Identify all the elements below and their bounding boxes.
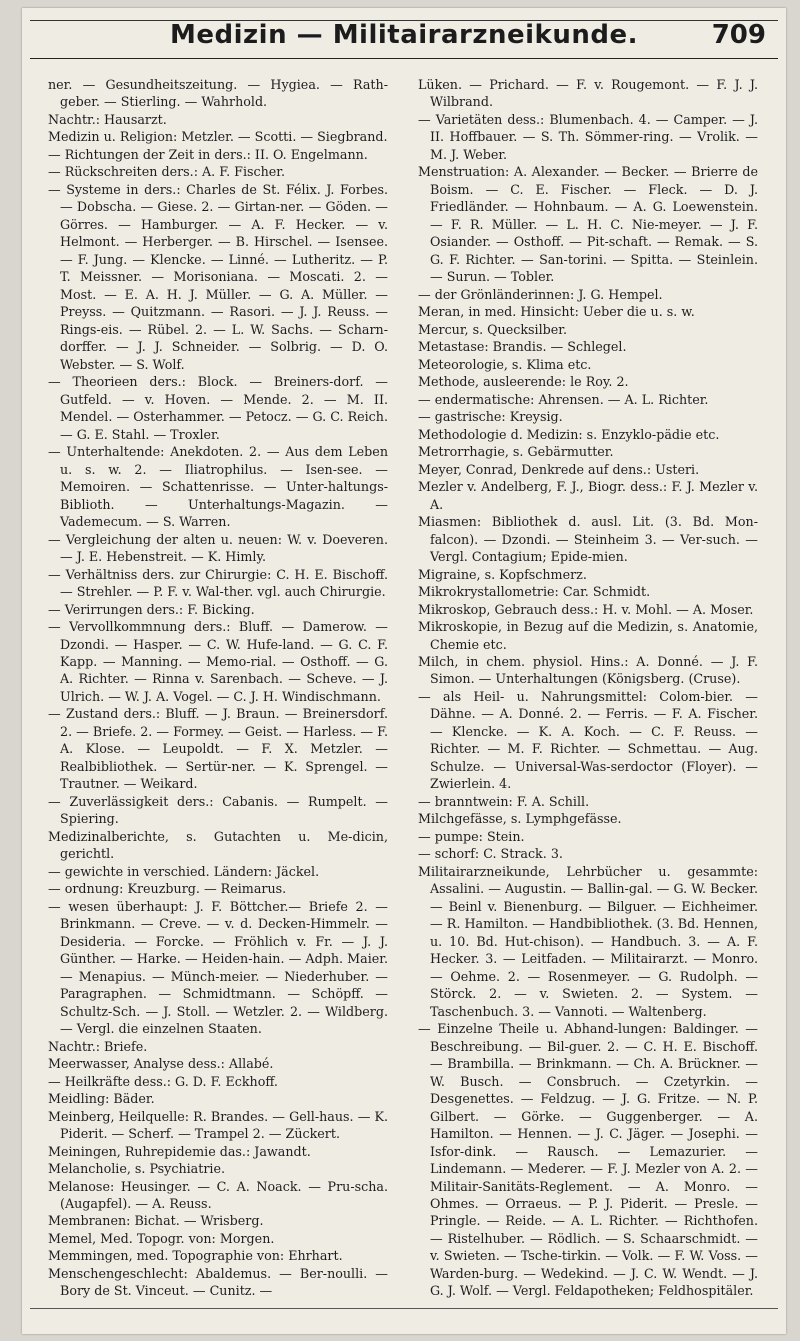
index-entry: Menschengeschlecht: Abaldemus. — Ber-noulli. — Bory de St. Vinceut. — Cunitz. — — [48, 1265, 388, 1299]
index-entry: — Vervollkommnung ders.: Bluff. — Damerow. — Dzondi. — Hasper. — C. W. Hufe-land. — G. C. F. Kapp. — Manning. — Memo-rial. — Osthoff. — G. A. Richter. — Rinna v. Sarenbach. — Scheve. — J. Ulrich. — W. J. A. Vogel. — C. J. H. Windischmann. — [48, 619, 388, 704]
index-entry: — schorf: C. Strack. 3. — [418, 846, 563, 862]
index-entry: — Vergleichung der alten u. neuen: W. v. Doeveren. — J. E. Hebenstreit. — K. Himly. — [48, 531, 388, 565]
index-entry: Meinberg, Heilquelle: R. Brandes. — Gell-haus. — K. Piderit. — Scherf. — Trampel 2. — Zückert. — [48, 1108, 388, 1142]
index-entry: Metrorrhagie, s. Gebärmutter. — [418, 444, 614, 460]
running-head: Medizin — Militairarzneikunde. — [170, 20, 638, 50]
header-rule-bottom — [30, 58, 778, 59]
index-entry: Meteorologie, s. Klima etc. — [418, 356, 592, 372]
index-entry: Membranen: Bichat. — Wrisberg. — [48, 1213, 264, 1229]
index-entry: Migraine, s. Kopfschmerz. — [418, 566, 587, 582]
left-column — [48, 76, 388, 1300]
index-entry: Nachtr.: Hausarzt. — [48, 111, 167, 127]
index-entry: Milchgefässe, s. Lymphgefässe. — [418, 811, 622, 827]
index-entry: — ordnung: Kreuzburg. — Reimarus. — [48, 881, 287, 897]
index-entry: — Unterhaltende: Anekdoten. 2. — Aus dem Leben u. s. w. 2. — Iliatrophilus. — Isen-see. — Memoiren. — Schattenrisse. — Unter-haltungs-Biblioth. — Unterhaltungs-Magazin. — Vademecum. — S. Warren. — [48, 444, 388, 530]
index-entry: Memmingen, med. Topographie von: Ehrhart. — [48, 1248, 343, 1264]
index-entry: Medizin u. Religion: Metzler. — Scotti. — Siegbrand. — [48, 129, 388, 145]
index-entry: — gastrische: Kreysig. — [418, 409, 563, 425]
index-entry: — Theorieen ders.: Block. — Breiners-dorf. — Gutfeld. — v. Hoven. — Mende. 2. — M. II. Mendel. — Osterhammer. — Petocz. — G. C. Reich. — G. E. Stahl. — Troxler. — [48, 374, 388, 442]
index-entry: — Systeme in ders.: Charles de St. Félix. J. Forbes. — Dobscha. — Giese. 2. — Girtan-ner. — Göden. — Görres. — Hamburger. — A. F. Hecker. — v. Helmont. — Herberger. — B. Hirschel. — Isensee. — F. Jung. — Klencke. — Linné. — Lutheritz. — P. T. Meissner. — Morisoniana. — Moscati. 2. — Most. — E. A. H. J. Müller. — G. A. Müller. — Preyss. — Quitzmann. — Rasori. — J. J. Reuss. — Rings-eis. — Rübel. 2. — L. W. Sachs. — Scharn-dorffer. — J. J. Schneider. — Solbrig. — D. O. Webster. — S. Wolf. — [48, 181, 388, 372]
page-number: 709 — [711, 20, 766, 50]
index-entry: — Heilkräfte dess.: G. D. F. Eckhoff. — [48, 1073, 278, 1089]
right-column — [418, 76, 758, 1300]
index-entry: Mercur, s. Quecksilber. — [418, 321, 567, 337]
index-entry: — pumpe: Stein. — [418, 828, 525, 844]
index-entry: — Verhältniss ders. zur Chirurgie: C. H. E. Bischoff. — Strehler. — P. F. v. Wal-ther. vgl. auch Chirurgie. — [48, 566, 388, 600]
index-entry: Lüken. — Prichard. — F. v. Rougemont. — F. J. J. Wilbrand. — [418, 77, 758, 110]
index-entry: Mikrokrystallometrie: Car. Schmidt. — [418, 584, 651, 600]
index-entry: Methode, ausleerende: le Roy. 2. — [418, 374, 629, 390]
index-entry: — Zustand ders.: Bluff. — J. Braun. — Breinersdorf. 2. — Briefe. 2. — Formey. — Geist. — Harless. — F. A. Klose. — Leupoldt. — F. X. Metzler. — Realbibliothek. — Sertür-ner. — K. Sprengel. — Trautner. — Weikard. — [48, 706, 388, 792]
index-entry: Meerwasser, Analyse dess.: Allabé. — [48, 1056, 274, 1072]
index-entry: Mikroskopie, in Bezug auf die Medizin, s. Anatomie, Chemie etc. — [418, 619, 758, 652]
book-page — [22, 8, 786, 1334]
index-entry: — der Grönländerinnen: J. G. Hempel. — [418, 286, 663, 302]
index-entry: Meidling: Bäder. — [48, 1091, 155, 1107]
index-entry: Medizinalberichte, s. Gutachten u. Me-dicin, gerichtl. — [48, 828, 388, 862]
index-entry: — Einzelne Theile u. Abhand-lungen: Baldinger. — Beschreibung. — Bil-guer. 2. — C. H. E. Bischoff. — Brambilla. — Brinkmann. — Ch. A. Brückner. — W. Busch. — Consbruch. — Czetyrkin. — Desgenettes. — Feldzug. — J. G. Fritze. — N. P. Gilbert. — Görke. — Guggenberger. — A. Hamilton. — Hennen. — J. C. Jäger. — Josephi. — Isfor-dink. — Rausch. — Lemazurier. — Lindemann. — Mederer. — F. J. Mezler von A. 2. — Militair-Sanitäts-Reglement. — A. Monro. — Ohmes. — Orraeus. — P. J. Piderit. — Presle. — Pringle. — Reide. — A. L. Richter. — Richthofen. — Ristelhuber. — Rödlich. — S. Schaarschmidt. — v. Swieten. — Tsche-tirkin. — Volk. — F. W. Voss. — Warden-burg. — Wedekind. — J. C. W. Wendt. — J. G. J. Wolf. — Vergl. Feldapotheken; Feldhospitäler. — [418, 1021, 758, 1299]
index-entry: — endermatische: Ahrensen. — A. L. Richter. — [418, 391, 709, 407]
index-entry: Mezler v. Andelberg, F. J., Biogr. dess.: F. J. Mezler v. A. — [418, 479, 758, 512]
index-entry: Meran, in med. Hinsicht: Ueber die u. s. w. — [418, 304, 695, 320]
index-entry: — Verirrungen ders.: F. Bicking. — [48, 601, 255, 617]
index-entry: — wesen überhaupt: J. F. Böttcher.— Briefe 2. — Brinkmann. — Creve. — v. d. Decken-Himmelr. — Desideria. — Forcke. — Fröhlich v. Fr. — J. J. Günther. — Harke. — Heiden-hain. — Adph. Maier. — Menapius. — Münch-meier. — Niederhuber. — Paragraphen. — Schmidtmann. — Schöpff. — Schultz-Sch. — J. Stoll. — Wetzler. 2. — Wildberg. — Vergl. die einzelnen Staaten. — [48, 898, 388, 1037]
index-entry: Menstruation: A. Alexander. — Becker. — Brierre de Boism. — C. E. Fischer. — Fleck. — D. J. Friedländer. — Hohnbaum. — A. G. Loewenstein. — F. R. Müller. — L. H. C. Nie-meyer. — J. F. Osiander. — Osthoff. — Pit-schaft. — Remak. — S. G. F. Richter. — San-torini. — Spitta. — Steinlein. — Surun. — Tobler. — [418, 164, 758, 285]
index-entry: Melanose: Heusinger. — C. A. Noack. — Pru-scha. (Augapfel). — A. Reuss. — [48, 1178, 388, 1211]
index-entry: Milch, in chem. physiol. Hins.: A. Donné. — J. F. Simon. — Unterhaltungen (Königsberg. (Cruse). — [418, 653, 758, 687]
index-entry: Miasmen: Bibliothek d. ausl. Lit. (3. Bd. Mon-falcon). — Dzondi. — Steinheim 3. — Ver-such. — Vergl. Contagium; Epide-mien. — [418, 514, 758, 565]
index-entry: ner. — Gesundheitszeitung. — Hygiea. — Rath-geber. — Stierling. — Wahrhold. — [48, 77, 388, 110]
index-entry: — Varietäten dess.: Blumenbach. 4. — Camper. — J. II. Hoffbauer. — S. Th. Sömmer-ring. — Vrolik. — M. J. Weber. — [418, 111, 758, 162]
index-entry: — Rückschreiten ders.: A. F. Fischer. — [48, 164, 285, 180]
index-entry: Metastase: Brandis. — Schlegel. — [418, 339, 627, 355]
index-entry: Nachtr.: Briefe. — [48, 1038, 148, 1054]
index-entry: Mikroskop, Gebrauch dess.: H. v. Mohl. — A. Moser. — [418, 601, 754, 617]
index-entry: Militairarzneikunde, Lehrbücher u. gesammte: Assalini. — Augustin. — Ballin-gal. — G. W. Becker. — Beinl v. Bienenburg. — Bilguer. — Eichheimer. — R. Hamilton. — Handbibliothek. (3. Bd. Hennen, u. 10. Bd. Hut-chison). — Handbuch. 3. — A. F. Hecker. 3. — Leitfaden. — Militairarzt. — Monro. — Oehme. 2. — Rosenmeyer. — G. Rudolph. — Störck. 2. — v. Swieten. 2. — System. — Taschenbuch. 3. — Vannoti. — Waltenberg. — [418, 863, 758, 1019]
index-entry: Memel, Med. Topogr. von: Morgen. — [48, 1230, 275, 1246]
index-entry: Methodologie d. Medizin: s. Enzyklo-pädie etc. — [418, 426, 720, 442]
index-entry: — Richtungen der Zeit in ders.: II. O. Engelmann. — [48, 146, 368, 162]
index-entry: — Zuverlässigkeit ders.: Cabanis. — Rumpelt. — Spiering. — [48, 793, 388, 827]
index-entry: — als Heil- u. Nahrungsmittel: Colom-bier. — Dähne. — A. Donné. 2. — Ferris. — F. A. Fischer. — Klencke. — K. A. Koch. — C. F. Reuss. — Richter. — M. F. Richter. — Schmettau. — Aug. Schulze. — Universal-Was-serdoctor (Floyer). — Zwierlein. 4. — [418, 688, 758, 792]
index-entry: Meiningen, Ruhrepidemie das.: Jawandt. — [48, 1143, 311, 1159]
footer-rule — [30, 1308, 778, 1309]
index-entry: — gewichte in verschied. Ländern: Jäckel. — [48, 863, 320, 879]
page-header — [22, 8, 786, 70]
index-entry: — branntwein: F. A. Schill. — [418, 793, 590, 809]
index-entry: Melancholie, s. Psychiatrie. — [48, 1161, 226, 1177]
index-entry: Meyer, Conrad, Denkrede auf dens.: Usteri. — [418, 461, 700, 477]
